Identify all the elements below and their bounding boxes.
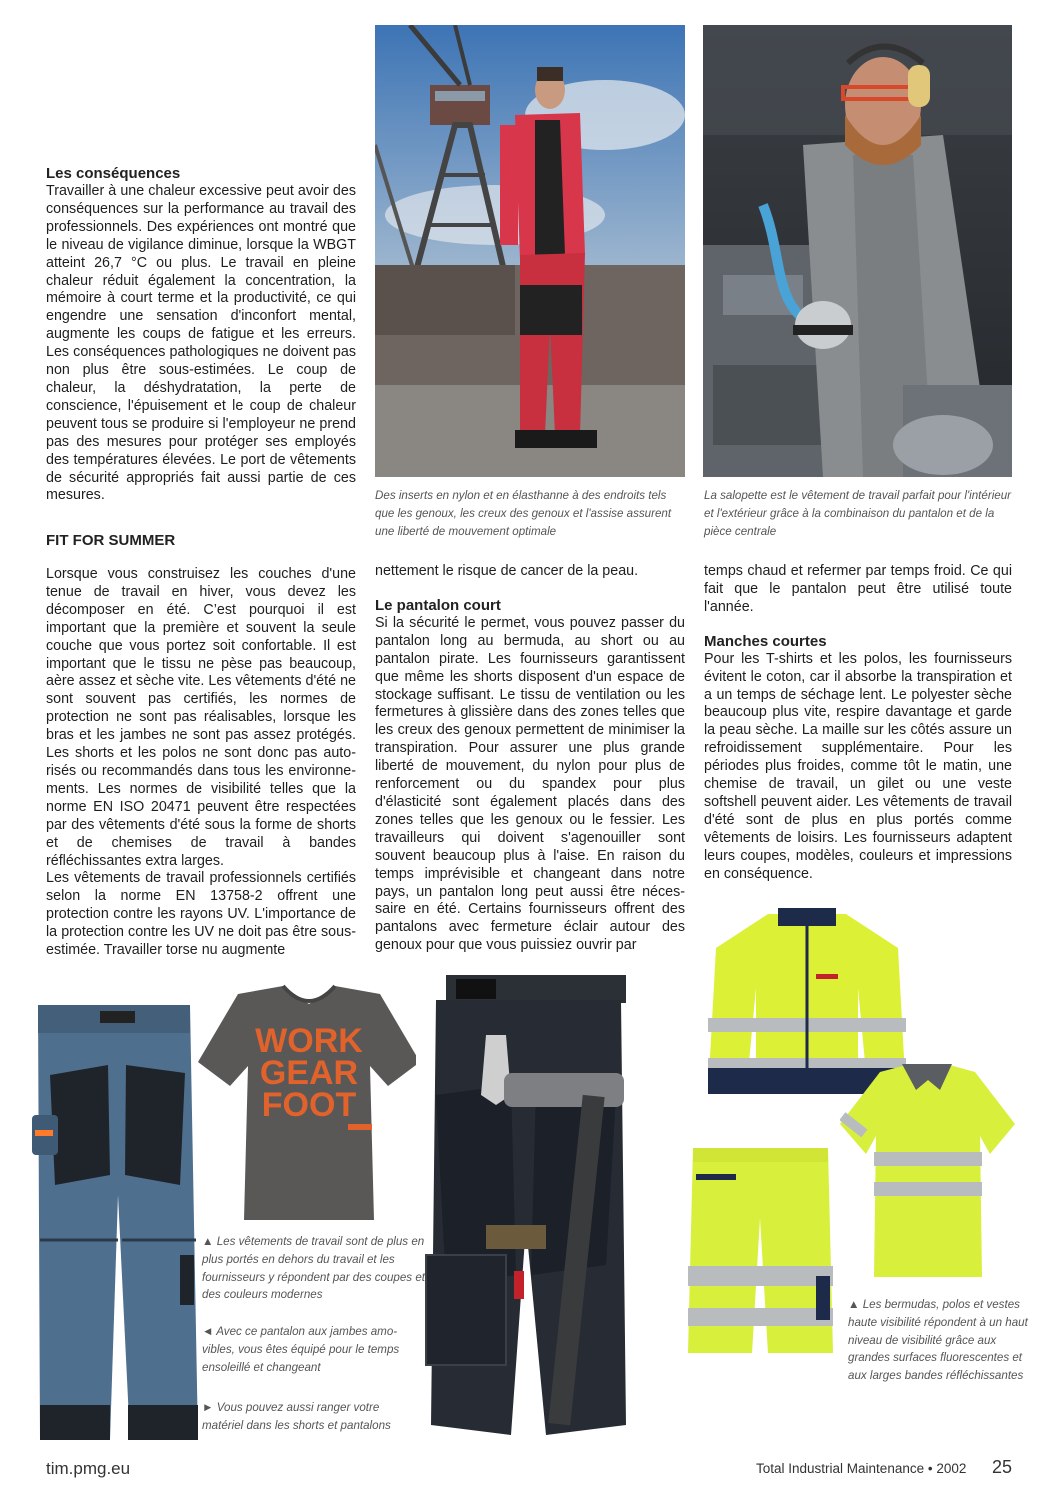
- column-3: [704, 563, 1012, 884]
- tshirt-print-line-2: GEAR: [259, 1054, 359, 1092]
- caption-photo-harbour: Des inserts en nylon et en élasthanne à des endroits tels que les genoux, les creux des genoux et l'assise assurent une liberté de mouvement optimale: [375, 489, 672, 538]
- column-1-lower: [46, 532, 356, 960]
- paragraph-manches-courtes: Pour les T-shirts et les polos, les fournisseurs évitent le coton, car il absorbe la transpiration et a un temps de séchage lent. Le polyester sèche beaucoup plus vite, respire davantage et garde la peau sèche. La maille sur les côtés assure un refroidissement supplémentaire. Pour les périodes plus froides, comme tôt le matin, une chemise de travail, un gilet ou une veste softshell peuvent aider. Les vêtements de travail d'été sont de plus en plus portés comme vêtements de loisirs. Les fournisseurs adaptent leurs coupes, modèles, couleurs et impressions en conséquence.: [704, 650, 1012, 882]
- photo-worker-harbour: [375, 25, 685, 477]
- paragraph-continuation-2: nettement le risque de cancer de la peau.: [375, 563, 639, 579]
- paragraph-fit-for-summer: Lorsque vous construisez les couches d'une tenue de travail en hiver, vous devez les décomposer en été. C’est pourquoi il est important que la première et souvent la seule couche que vous portez soit confortable. Il est important que le tissu ne pèse pas beaucoup, aère assez et sèche vite. Les vêtements d'été ne sont souvent pas certifiés, les normes de protection ne sont pas réalisables, lorsque les bras et les jambes ne sont pas assez protégés. Les shorts et les polos ne sont donc pas autorisés ou recommandés dans tous les environnements. Les normes de visibilité telles que la norme EN ISO 20471 peuvent être respectées par des vêtements d'été sous la forme de shorts et de chemises de travail à bandes réfléchissantes extra larges.: [46, 566, 356, 869]
- caption-products-trousers: ◄ Avec ce pantalon aux jambes amovibles, vous êtes équipé pour le temps ensoleillé et changeant: [202, 1325, 400, 1374]
- product-work-shorts: [416, 975, 634, 1445]
- section-heading-fit-for-summer: FIT FOR SUMMER: [46, 532, 176, 549]
- section-heading-manches-courtes: Manches courtes: [704, 632, 827, 650]
- caption-products-hivis: ▲ Les bermudas, polos et vestes haute visibilité répondent à un haut niveau de visibilité grâce aux grandes surfaces fluorescentes et aux larges bandes réfléchissantes: [848, 1298, 1028, 1383]
- section-heading-pantalon-court: Le pantalon court: [375, 596, 501, 614]
- product-hivis-polo: [840, 1064, 1015, 1277]
- paragraph-continuation-3: temps chaud et refermer par temps froid. Ce qui fait que le pantalon peut être utilisé toute l'année.: [704, 563, 1012, 615]
- footer-website: tim.pmg.eu: [46, 1459, 131, 1478]
- product-tshirt: [198, 982, 420, 1222]
- paragraph-pantalon-court: Si la sécurité le permet, vous pouvez passer du pantalon long au bermuda, au short ou au pantalon pirate. Les fournisseurs garantissent que même les shorts disposent d'un espace de stockage suffisant. Le tissu de ventilation ou les fermetures à glissière dans des zones telles que les creux des genoux permettent de minimiser la transpiration. Pour assurer une plus grande liberté de mouvement, du nylon pour plus de renforcement ou du spandex pour plus d'élasticité sont également placés dans des zones telles que les genoux ou le fessier. Les travailleurs qui doivent s'agenouiller sont souvent beaucoup plus à l'aise. En raison du temps imprévisible et changeant dans notre pays, un pantalon long peut aussi être nécessaire en été. Certains fournisseurs offrent des pantalons avec fermeture éclair autour des genoux pour que vous puissiez ouvrir par: [375, 614, 685, 954]
- tshirt-print-line-1: WORK: [255, 1022, 363, 1060]
- paragraph-uv-protection: Les vêtements de travail professionnels certifiés selon la norme EN 13758-2 offrent une protection contre les rayons UV. L'importance de la protection contre les UV ne doit pas être sous-estimée. Travailler torse nu augmente: [46, 870, 356, 959]
- section-heading-consequences: Les conséquences: [46, 165, 181, 182]
- photo-worker-workshop: [703, 25, 1012, 477]
- column-1: [46, 165, 356, 505]
- paragraph-consequences: Travailler à une chaleur excessive peut avoir des conséquences sur la performance au travail des professionnels. Des expériences ont montré que le niveau de vigilance diminue, lorsque la WBGT atteint 26,7 °C ou plus. Le travail en pleine chaleur réduit également la concentration, la mémoire à court terme et la productivité, ce qui engendre une sensation d'inconfort mental, augmente les coups de fatigue et les erreurs. Les conséquences pathologiques ne doivent pas non plus être sous-estimées. Le coup de chaleur, la déshydratation, la perte de conscience, l'épuisement et le coup de chaleur peuvent tous se produire si l'employeur ne prend pas des mesures pour protéger ses employés des températures élevées. Le port de vêtements de sécurité appropriés fait aussi partie de ces mesures.: [46, 183, 356, 504]
- caption-photo-workshop: La salopette est le vêtement de travail parfait pour l'intérieur et l'extérieur grâce à la combinaison du pantalon et de la pièce centrale: [704, 489, 1012, 538]
- tshirt-print-line-3: FOOT: [261, 1086, 357, 1124]
- caption-products-fashion: ▲ Les vêtements de travail sont de plus en plus portés en dehors du travail et les fournisseurs y répondent par des coupes et des couleurs modernes: [202, 1235, 425, 1302]
- product-hivis-shorts: [688, 1148, 833, 1358]
- product-zip-off-trousers: [30, 995, 200, 1445]
- column-2: [375, 563, 685, 955]
- footer-magazine-title: Total Industrial Maintenance • 2002: [756, 1461, 967, 1476]
- page-number: 25: [992, 1457, 1013, 1477]
- caption-products-shorts: ► Vous pouvez aussi ranger votre matériel dans les shorts et pantalons: [202, 1401, 391, 1432]
